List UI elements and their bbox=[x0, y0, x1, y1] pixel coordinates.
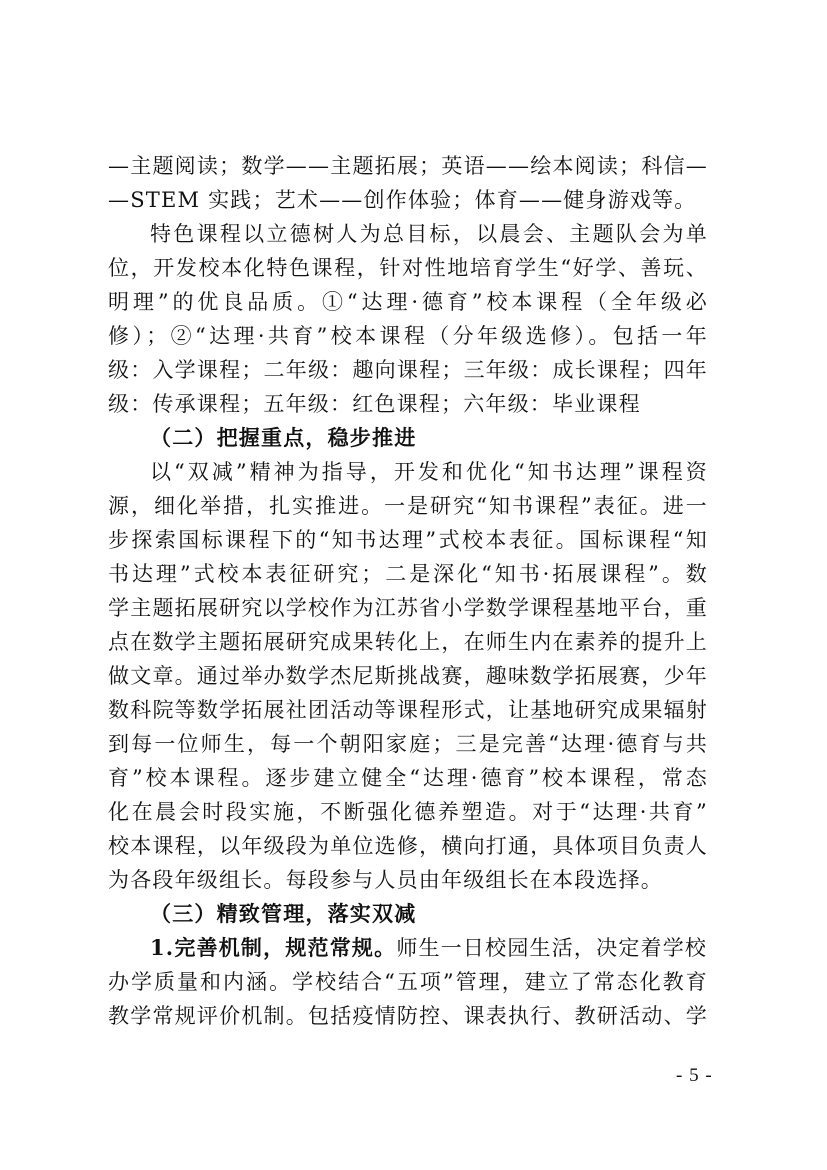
body-line: 教学常规评价机制。包括疫情防控、课表执行、教研活动、学 bbox=[108, 1004, 708, 1028]
body-line: 步探索国标课程下的“知书达理”式校本表征。国标课程“知 bbox=[108, 528, 708, 552]
body-line bbox=[150, 933, 708, 963]
section-heading-2: （二）把握重点，稳步推进 bbox=[150, 425, 417, 450]
page-number: - 5 - bbox=[676, 1065, 713, 1086]
body-line: 到每一位师生，每一个朝阳家庭；三是完善“达理·德育与共 bbox=[108, 732, 708, 756]
body-line: 明理”的优良品质。①“达理·德育”校本课程（全年级必 bbox=[108, 290, 708, 314]
body-line: 书达理”式校本表征研究；二是深化“知书·拓展课程”。数 bbox=[108, 562, 708, 586]
subheading-1: 1.完善机制，规范常规。 bbox=[150, 935, 397, 960]
body-line: 化在晨会时段实施，不断强化德养塑造。对于“达理·共育” bbox=[108, 800, 708, 824]
body-line: 位，开发校本化特色课程，针对性地培育学生“好学、善玩、 bbox=[108, 256, 708, 280]
body-line: 为各段年级组长。每段参与人员由年级组长在本段选择。 bbox=[108, 868, 663, 892]
body-line: 级：入学课程；二年级：趣向课程；三年级：成长课程；四年 bbox=[108, 358, 708, 382]
body-line: 源，细化举措，扎实推进。一是研究“知书课程”表征。进一 bbox=[108, 494, 708, 518]
body-line: —STEM 实践；艺术——创作体验；体育——健身游戏等。 bbox=[108, 188, 697, 212]
body-line: 校本课程，以年级段为单位选修，横向打通，具体项目负责人 bbox=[108, 834, 708, 858]
body-line: 修）；②“达理·共育”校本课程（分年级选修）。包括一年 bbox=[108, 324, 708, 348]
body-text: 师生一日校园生活，决定着学校 bbox=[396, 936, 708, 960]
body-line: —主题阅读；数学——主题拓展；英语——绘本阅读；科信— bbox=[108, 154, 708, 178]
section-heading-3: （三）精致管理，落实双减 bbox=[150, 901, 417, 926]
body-line: 点在数学主题拓展研究成果转化上，在师生内在素养的提升上 bbox=[108, 630, 708, 654]
body-line: 级：传承课程；五年级：红色课程；六年级：毕业课程 bbox=[108, 392, 641, 416]
body-line: 以“双减”精神为指导，开发和优化“知书达理”课程资 bbox=[150, 460, 708, 484]
body-line: 育”校本课程。逐步建立健全“达理·德育”校本课程，常态 bbox=[108, 766, 708, 790]
body-line: 学主题拓展研究以学校作为江苏省小学数学课程基地平台，重 bbox=[108, 596, 708, 620]
body-line: 做文章。通过举办数学杰尼斯挑战赛，趣味数学拓展赛，少年 bbox=[108, 664, 708, 688]
body-line: 特色课程以立德树人为总目标，以晨会、主题队会为单 bbox=[150, 222, 708, 246]
body-line: 办学质量和内涵。学校结合“五项”管理，建立了常态化教育 bbox=[108, 970, 708, 994]
body-line: 数科院等数学拓展社团活动等课程形式，让基地研究成果辐射 bbox=[108, 698, 708, 722]
